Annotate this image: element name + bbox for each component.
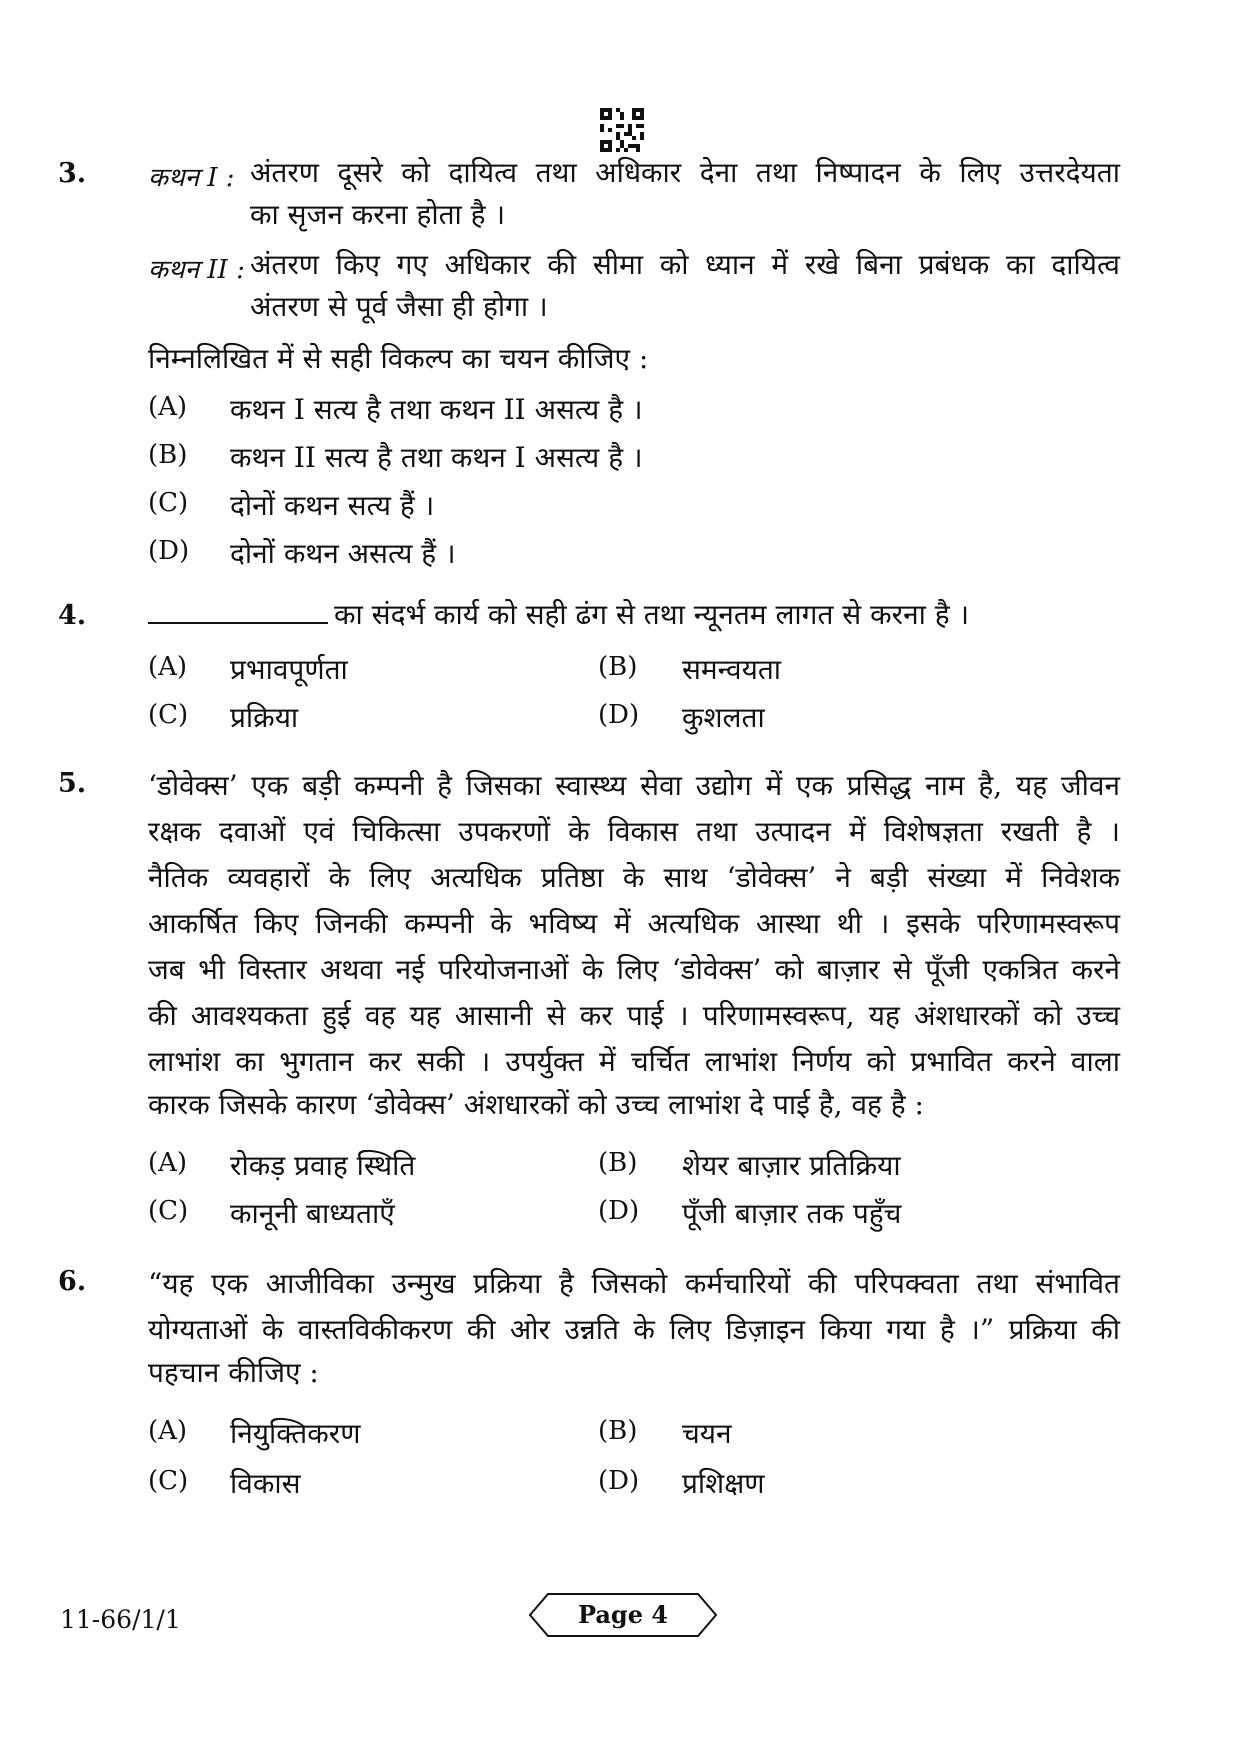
paragraph-line: आकर्षित किए जिनकी कम्पनी के भविष्य में अत्यधिक आस्था थी । इसके परिणामस्वरूप — [148, 907, 1120, 940]
question-prompt: निम्नलिखित में से सही विकल्प का चयन कीजिए : — [148, 342, 649, 375]
page-number-badge — [528, 1592, 718, 1638]
statement-2-label: कथन II : — [148, 255, 245, 285]
paragraph-line: रक्षक दवाओं एवं चिकित्सा उपकरणों के विकास तथा उत्पादन में विशेषज्ञता रखती है । — [148, 815, 1120, 848]
question-text-content: का संदर्भ कार्य को सही ढंग से तथा न्यूनतम लागत से करना है । — [334, 598, 970, 631]
option-text: प्रक्रिया — [230, 701, 299, 734]
option-letter: (B) — [148, 440, 188, 470]
option-text: कथन II सत्य है तथा कथन I असत्य है । — [230, 441, 643, 474]
question-number: 5. — [58, 768, 87, 799]
option-text: प्रशिक्षण — [682, 1467, 765, 1500]
paragraph-line: की आवश्यकता हुई वह यह आसानी से कर पाई । परिणामस्वरूप, यह अंशधारकों को उच्च — [148, 999, 1120, 1032]
question-number: 6. — [58, 1266, 87, 1297]
paragraph-line: “यह एक आजीविका उन्मुख प्रक्रिया है जिसको कर्मचारियों की परिपक्वता तथा संभावित — [148, 1267, 1120, 1300]
option-letter: (B) — [598, 1148, 638, 1178]
question-number: 3. — [58, 158, 87, 189]
question-number: 4. — [58, 600, 87, 631]
statement-1-label: कथन I : — [148, 163, 235, 193]
paragraph-line: कारक जिसके कारण ‘डोवेक्स’ अंशधारकों को उच्च लाभांश दे पाई है, वह है : — [148, 1088, 924, 1121]
statement-1-text: अंतरण दूसरे को दायित्व तथा अधिकार देना तथा निष्पादन के लिए उत्तरदेयता — [250, 156, 1120, 189]
option-letter: (C) — [148, 1466, 189, 1496]
option-letter: (C) — [148, 488, 189, 518]
option-text: कथन I सत्य है तथा कथन II असत्य है । — [230, 393, 643, 426]
option-text: विकास — [230, 1467, 301, 1500]
option-text: समन्वयता — [682, 653, 782, 686]
fill-in-blank — [148, 600, 328, 624]
statement-2-text: अंतरण किए गए अधिकार की सीमा को ध्यान में रखे बिना प्रबंधक का दायित्व — [250, 248, 1120, 281]
option-letter: (A) — [148, 1148, 188, 1178]
option-letter: (B) — [598, 652, 638, 682]
option-text: रोकड़ प्रवाह स्थिति — [230, 1149, 416, 1182]
paragraph-line: जब भी विस्तार अथवा नई परियोजनाओं के लिए ‘डोवेक्स’ को बाज़ार से पूँजी एकत्रित करने — [148, 953, 1120, 986]
option-text: कुशलता — [682, 701, 765, 734]
option-letter: (D) — [598, 700, 640, 730]
paragraph-line: ‘डोवेक्स’ एक बड़ी कम्पनी है जिसका स्वास्थ्य सेवा उद्योग में एक प्रसिद्ध नाम है, यह जीवन — [148, 769, 1120, 802]
paragraph-line: नैतिक व्यवहारों के लिए अत्यधिक प्रतिष्ठा के साथ ‘डोवेक्स’ ने बड़ी संख्या में निवेशक — [148, 861, 1120, 894]
paper-code: 11-66/1/1 — [60, 1605, 181, 1634]
paragraph-line: योग्यताओं के वास्तविकीकरण की ओर उन्नति के लिए डिज़ाइन किया गया है ।” प्रक्रिया की — [148, 1313, 1120, 1346]
page-number: Page 4 — [577, 1600, 669, 1629]
question-text — [148, 598, 969, 632]
option-text: दोनों कथन असत्य हैं । — [230, 537, 456, 570]
option-letter: (C) — [148, 1196, 189, 1226]
option-text: नियुक्तिकरण — [230, 1417, 361, 1450]
option-letter: (B) — [598, 1416, 638, 1446]
option-text: प्रभावपूर्णता — [230, 653, 348, 686]
statement-1-text-cont: का सृजन करना होता है । — [250, 198, 506, 231]
statement-2-text-cont: अंतरण से पूर्व जैसा ही होगा । — [250, 290, 548, 323]
option-letter: (D) — [598, 1466, 640, 1496]
paragraph-line: पहचान कीजिए : — [148, 1356, 319, 1389]
option-text: शेयर बाज़ार प्रतिक्रिया — [682, 1149, 901, 1182]
option-letter: (A) — [148, 392, 188, 422]
option-text: दोनों कथन सत्य हैं । — [230, 489, 435, 522]
option-text: पूँजी बाज़ार तक पहुँच — [682, 1197, 902, 1230]
option-letter: (A) — [148, 1416, 188, 1446]
option-letter: (A) — [148, 652, 188, 682]
option-letter: (D) — [598, 1196, 640, 1226]
qr-code-icon — [600, 108, 644, 152]
option-text: कानूनी बाध्यताएँ — [230, 1197, 395, 1230]
option-letter: (D) — [148, 536, 190, 566]
paragraph-line: लाभांश का भुगतान कर सकी । उपर्युक्त में चर्चित लाभांश निर्णय को प्रभावित करने वाला — [148, 1045, 1120, 1078]
option-text: चयन — [682, 1417, 732, 1450]
option-letter: (C) — [148, 700, 189, 730]
